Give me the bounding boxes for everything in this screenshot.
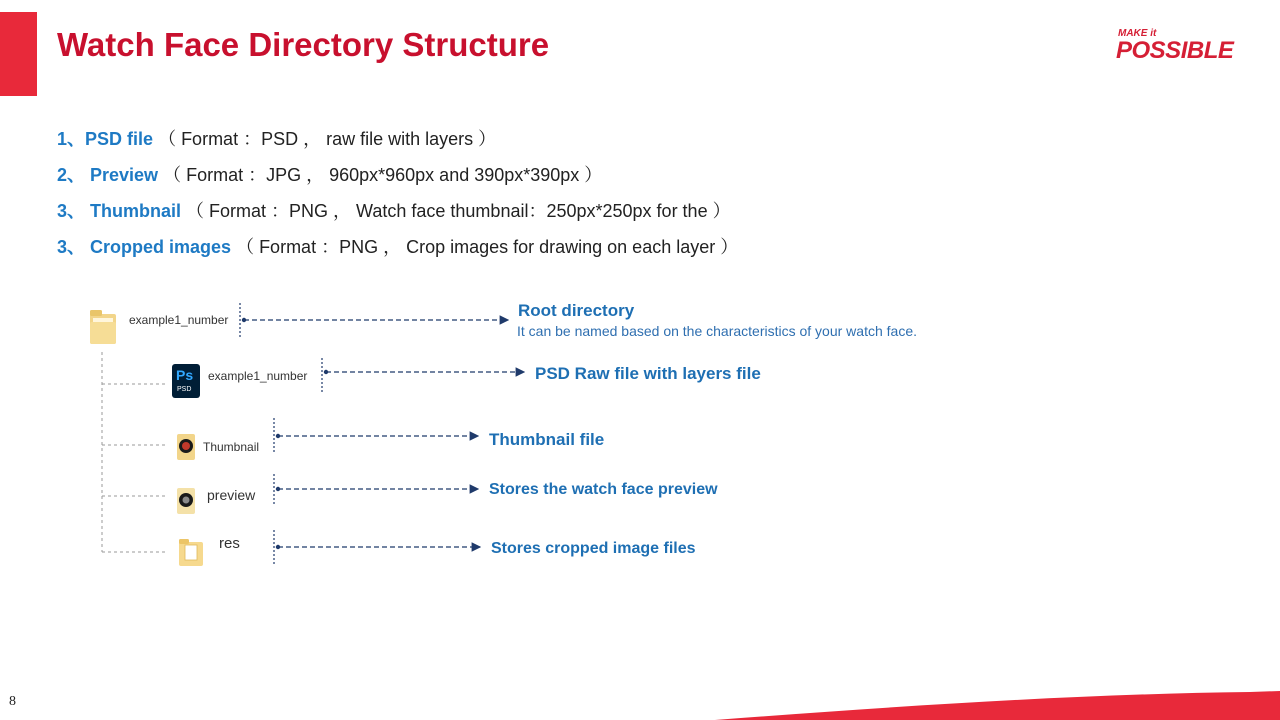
bullet-text: （ Format ：PSD ， raw file with layers ） (158, 129, 497, 149)
root-folder-name: example1_number (129, 313, 229, 327)
logo-tagline: MAKE it (1118, 28, 1157, 39)
bullet-number: 3、 (57, 201, 91, 221)
bullet-label: Thumbnail (90, 201, 182, 221)
bullet-text: （ Format ：PNG ， Watch face thumbnail：250px*250px for the ） (186, 201, 731, 221)
psd-file-name: example1_number (208, 369, 308, 383)
page-number: 8 (9, 694, 16, 709)
bullet-number: 1、 (57, 129, 86, 149)
res-folder-name: res (219, 535, 240, 552)
page-title: Watch Face Directory Structure (57, 26, 550, 63)
root-directory-label: Root directory (518, 301, 635, 320)
bullet-label: Cropped images (90, 237, 232, 257)
thumbnail-label: Thumbnail file (489, 430, 605, 449)
psd-file-label: PSD Raw file with layers file (535, 364, 761, 383)
root-directory-description: It can be named based on the characteristics of your watch face. (517, 323, 917, 339)
bullet-label: PSD file (85, 129, 154, 149)
bullet-label: Preview (90, 165, 159, 185)
logo-wordmark: POSSIBLE (1116, 37, 1234, 64)
footer-swoosh (715, 691, 1280, 720)
photoshop-file-icon: Ps PSD (172, 364, 200, 398)
bullet-text: （ Format ：PNG ， Crop images for drawing on each layer ） (236, 237, 739, 257)
bullet-number: 3、 (57, 237, 91, 257)
res-label: Stores cropped image files (491, 540, 696, 557)
preview-name: preview (207, 487, 256, 503)
preview-label: Stores the watch face preview (489, 481, 718, 498)
bullet-number: 2、 (57, 165, 91, 185)
res-folder-icon (178, 536, 204, 568)
folder-icon (88, 306, 118, 346)
bullet-text: （ Format ：JPG ， 960px*960px and 390px*390px ） (163, 165, 603, 185)
thumbnail-image-icon (176, 432, 196, 462)
preview-image-icon (176, 486, 196, 516)
thumbnail-name: Thumbnail (203, 440, 260, 454)
